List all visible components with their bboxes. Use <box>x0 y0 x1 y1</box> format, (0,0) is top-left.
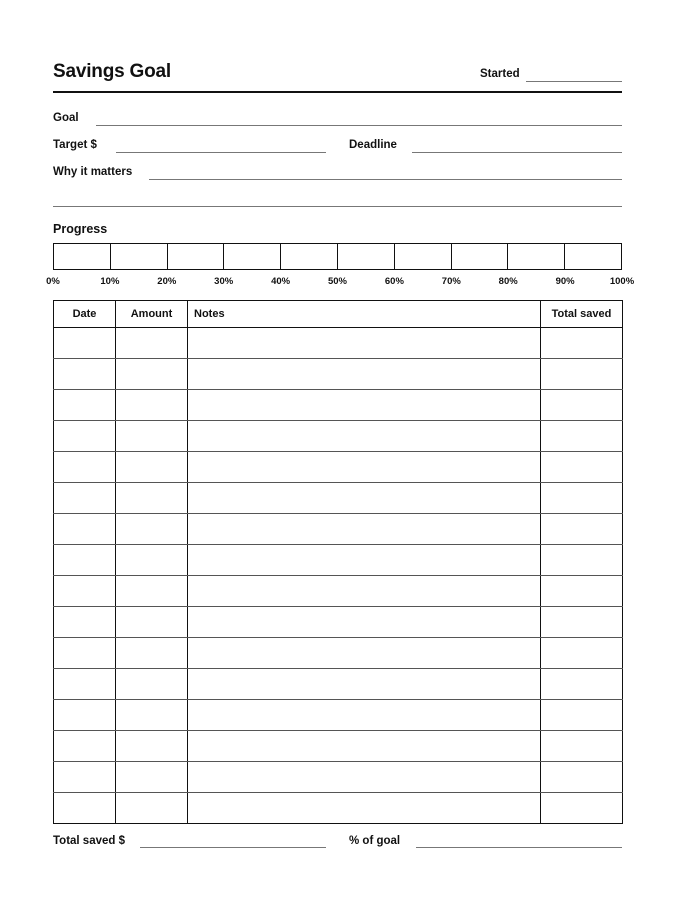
table-row <box>54 359 623 390</box>
date-cell[interactable] <box>54 483 116 514</box>
amount-cell[interactable] <box>116 669 188 700</box>
date-cell[interactable] <box>54 452 116 483</box>
table-row <box>54 390 623 421</box>
amount-cell[interactable] <box>116 545 188 576</box>
notes-cell[interactable] <box>188 328 541 359</box>
amount-cell[interactable] <box>116 421 188 452</box>
total-saved-cell[interactable] <box>541 452 623 483</box>
progress-segment[interactable] <box>565 244 621 269</box>
col-header-date: Date <box>54 301 116 328</box>
progress-tick-label: 50% <box>327 276 348 287</box>
total-saved-cell[interactable] <box>541 793 623 824</box>
total-saved-cell[interactable] <box>541 328 623 359</box>
table-row <box>54 452 623 483</box>
table-row <box>54 638 623 669</box>
target-label: Target $ <box>53 139 97 151</box>
amount-cell[interactable] <box>116 731 188 762</box>
savings-log-table <box>53 300 623 824</box>
notes-cell[interactable] <box>188 669 541 700</box>
started-line[interactable] <box>526 81 622 82</box>
table-row <box>54 514 623 545</box>
total-saved-cell[interactable] <box>541 638 623 669</box>
progress-tick-label: 70% <box>441 276 461 287</box>
date-cell[interactable] <box>54 421 116 452</box>
date-cell[interactable] <box>54 328 116 359</box>
notes-cell[interactable] <box>188 452 541 483</box>
total-saved-cell[interactable] <box>541 731 623 762</box>
amount-cell[interactable] <box>116 793 188 824</box>
progress-tick-label: 20% <box>157 276 177 287</box>
total-saved-cell[interactable] <box>541 514 623 545</box>
total-saved-cell[interactable] <box>541 421 623 452</box>
date-cell[interactable] <box>54 793 116 824</box>
progress-segment[interactable] <box>281 244 338 269</box>
table-row <box>54 731 623 762</box>
table-row <box>54 793 623 824</box>
progress-tick-label: 40% <box>271 276 291 287</box>
deadline-line[interactable] <box>412 152 622 153</box>
col-header-amount: Amount <box>116 301 188 328</box>
progress-segment[interactable] <box>168 244 225 269</box>
progress-tick-label: 100% <box>609 276 635 287</box>
notes-cell[interactable] <box>188 731 541 762</box>
progress-bar <box>53 243 622 270</box>
notes-cell[interactable] <box>188 514 541 545</box>
progress-segment[interactable] <box>395 244 452 269</box>
deadline-label: Deadline <box>349 139 397 151</box>
table-body <box>54 328 623 824</box>
amount-cell[interactable] <box>116 359 188 390</box>
notes-cell[interactable] <box>188 762 541 793</box>
progress-segment[interactable] <box>508 244 565 269</box>
target-line[interactable] <box>116 152 326 153</box>
page-title: Savings Goal <box>53 61 171 82</box>
why-line-1[interactable] <box>149 179 622 180</box>
table-row <box>54 669 623 700</box>
amount-cell[interactable] <box>116 762 188 793</box>
progress-segment[interactable] <box>338 244 395 269</box>
amount-cell[interactable] <box>116 328 188 359</box>
total-saved-cell[interactable] <box>541 545 623 576</box>
progress-segment[interactable] <box>452 244 509 269</box>
notes-cell[interactable] <box>188 607 541 638</box>
total-saved-cell[interactable] <box>541 359 623 390</box>
why-label: Why it matters <box>53 166 133 178</box>
total-saved-cell[interactable] <box>541 700 623 731</box>
progress-tick-label: 0% <box>46 276 60 287</box>
amount-cell[interactable] <box>116 390 188 421</box>
progress-tick-label: 80% <box>498 276 518 287</box>
percent-of-goal-label: % of goal <box>349 835 401 847</box>
total-saved-line[interactable] <box>140 847 326 848</box>
table-row <box>54 762 623 793</box>
date-cell[interactable] <box>54 607 116 638</box>
date-cell[interactable] <box>54 638 116 669</box>
progress-tick-label: 90% <box>555 276 575 287</box>
date-cell[interactable] <box>54 700 116 731</box>
table-row <box>54 545 623 576</box>
total-saved-cell[interactable] <box>541 607 623 638</box>
header-rule <box>53 91 622 93</box>
notes-cell[interactable] <box>188 421 541 452</box>
goal-label: Goal <box>53 112 79 124</box>
amount-cell[interactable] <box>116 452 188 483</box>
total-saved-cell[interactable] <box>541 390 623 421</box>
progress-tick-label: 30% <box>214 276 234 287</box>
date-cell[interactable] <box>54 390 116 421</box>
notes-cell[interactable] <box>188 545 541 576</box>
table-header-row <box>54 301 623 328</box>
percent-of-goal-line[interactable] <box>416 847 622 848</box>
date-cell[interactable] <box>54 762 116 793</box>
amount-cell[interactable] <box>116 700 188 731</box>
total-saved-label: Total saved $ <box>53 835 126 847</box>
table-row <box>54 576 623 607</box>
amount-cell[interactable] <box>116 483 188 514</box>
goal-line[interactable] <box>96 125 622 126</box>
date-cell[interactable] <box>54 359 116 390</box>
amount-cell[interactable] <box>116 514 188 545</box>
date-cell[interactable] <box>54 514 116 545</box>
total-saved-cell[interactable] <box>541 576 623 607</box>
why-line-2[interactable] <box>53 206 622 207</box>
amount-cell[interactable] <box>116 638 188 669</box>
notes-cell[interactable] <box>188 359 541 390</box>
notes-cell[interactable] <box>188 576 541 607</box>
progress-tick-label: 60% <box>384 276 404 287</box>
amount-cell[interactable] <box>116 607 188 638</box>
date-cell[interactable] <box>54 576 116 607</box>
date-cell[interactable] <box>54 731 116 762</box>
notes-cell[interactable] <box>188 390 541 421</box>
table-row <box>54 328 623 359</box>
progress-segment[interactable] <box>111 244 168 269</box>
col-header-total-saved: Total saved <box>541 301 623 328</box>
started-label: Started <box>480 68 520 80</box>
progress-label: Progress <box>53 222 108 236</box>
notes-cell[interactable] <box>188 483 541 514</box>
progress-segment[interactable] <box>54 244 111 269</box>
amount-cell[interactable] <box>116 576 188 607</box>
progress-tick-label: 10% <box>100 276 120 287</box>
total-saved-cell[interactable] <box>541 483 623 514</box>
progress-segment[interactable] <box>224 244 281 269</box>
table-row <box>54 421 623 452</box>
notes-cell[interactable] <box>188 793 541 824</box>
notes-cell[interactable] <box>188 700 541 731</box>
total-saved-cell[interactable] <box>541 762 623 793</box>
date-cell[interactable] <box>54 669 116 700</box>
table-row <box>54 607 623 638</box>
table-row <box>54 483 623 514</box>
date-cell[interactable] <box>54 545 116 576</box>
total-saved-cell[interactable] <box>541 669 623 700</box>
table-row <box>54 700 623 731</box>
notes-cell[interactable] <box>188 638 541 669</box>
col-header-notes: Notes <box>188 301 541 328</box>
